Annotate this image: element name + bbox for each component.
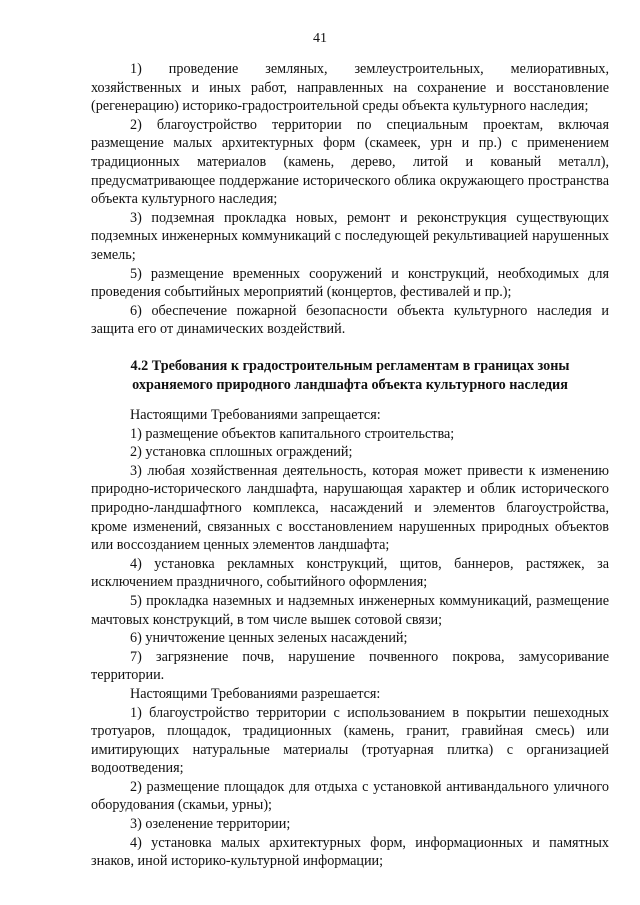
list-item: 2) благоустройство территории по специальным проектам, включая размещение малых архитектурных форм (скамеек, урн и пр.) с применением традиционных материалов (камень, дерево, литой и кованый металл), предусматривающее поддержание исторического облика окружающего пространства объекта культурного наследия; xyxy=(91,116,609,208)
section-heading: 4.2 Требования к градостроительным регламентам в границах зоны охраняемого природного ландшафта объекта культурного наследия xyxy=(130,358,570,393)
list-item: 3) любая хозяйственная деятельность, которая может привести к изменению природно-исторического ландшафта, нарушающая характер и облик исторического природно-ландшафтного комплекса, насаждений и элементов благоустройства, кроме изменений, связанных с восстановлением нарушенных природных объектов или воссозданием ценных элементов ландшафта; xyxy=(91,462,609,554)
list-item: 1) проведение земляных, землеустроительных, мелиоративных, хозяйственных и иных работ, направленных на сохранение и восстановление (регенерацию) историко-градостроительной среды объекта культурного наследия; xyxy=(91,61,609,115)
prohibited-intro: Настоящими Требованиями запрещается: xyxy=(130,407,381,423)
list-item: 5) размещение временных сооружений и конструкций, необходимых для проведения событийных мероприятий (концертов, фестивалей и пр.); xyxy=(91,265,609,301)
list-item: 2) размещение площадок для отдыха с установкой антивандального уличного оборудования (скамьи, урны); xyxy=(91,778,609,814)
list-item: 2) установка сплошных ограждений; xyxy=(130,444,353,461)
list-item: 6) уничтожение ценных зеленых насаждений; xyxy=(130,630,408,647)
list-item: 1) благоустройство территории с использованием в покрытии пешеходных тротуаров, площадок, традиционных (камень, гранит, гравийная смесь) или имитирующих натуральные материалы (тротуарная плитка) с организацией водоотведения; xyxy=(91,704,609,777)
list-item: 3) озеленение территории; xyxy=(130,816,291,833)
section-heading-block xyxy=(91,357,609,394)
permitted-intro: Настоящими Требованиями разрешается: xyxy=(130,685,381,702)
requirements-list xyxy=(91,406,609,871)
list-item: 3) подземная прокладка новых, ремонт и реконструкция существующих подземных инженерных коммуникаций с последующей рекультивацией нарушенных земель; xyxy=(91,209,609,263)
list-item: 5) прокладка наземных и надземных инженерных коммуникаций, размещение мачтовых конструкций, в том числе вышек сотовой связи; xyxy=(91,592,609,628)
list-item: 1) размещение объектов капитального строительства; xyxy=(130,425,455,442)
list-item: 7) загрязнение почв, нарушение почвенного покрова, замусоривание территории. xyxy=(91,648,609,684)
list-item: 4) установка малых архитектурных форм, информационных и памятных знаков, иной историко-культурной информации; xyxy=(91,834,609,870)
upper-list xyxy=(91,60,609,339)
list-item: 6) обеспечение пожарной безопасности объекта культурного наследия и защита его от динамических воздействий. xyxy=(91,302,609,338)
list-item: 4) установка рекламных конструкций, щитов, баннеров, растяжек, за исключением праздничного, событийного оформления; xyxy=(91,555,609,591)
page-number: 41 xyxy=(313,31,327,46)
